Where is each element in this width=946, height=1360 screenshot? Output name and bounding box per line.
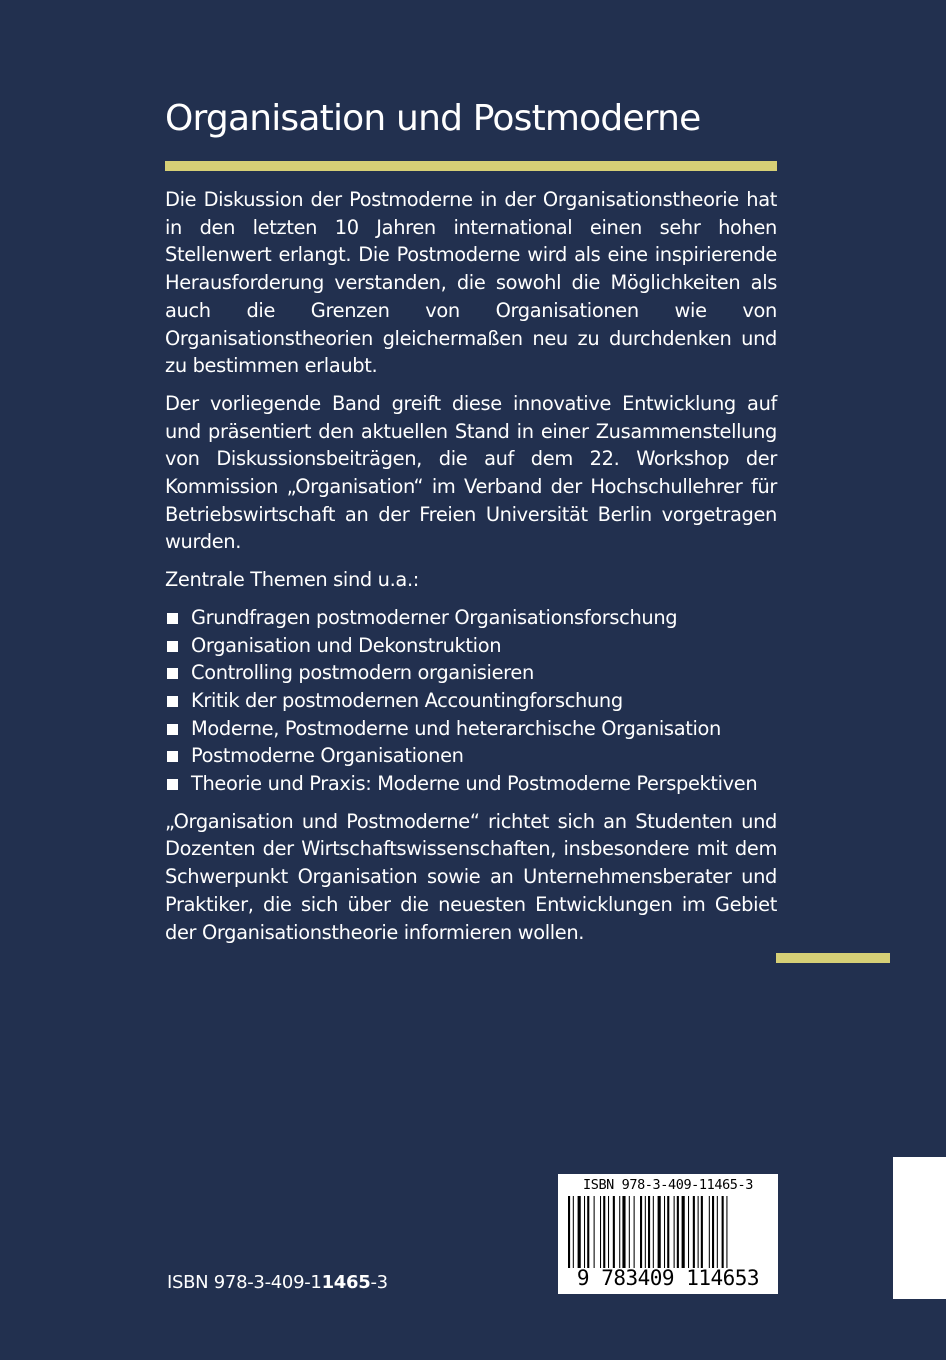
isbn-prefix: ISBN 978-3-409-1	[167, 1272, 322, 1293]
topic-item	[165, 604, 777, 632]
square-bullet-icon	[167, 751, 178, 762]
square-bullet-icon	[167, 668, 178, 679]
barcode-bar	[594, 1196, 595, 1268]
barcode-bar	[726, 1196, 727, 1268]
barcode-bar	[709, 1196, 710, 1268]
topic-label: Organisation und Dekonstruktion	[191, 633, 502, 657]
topic-item	[165, 632, 777, 660]
blurb-paragraph-1: Die Diskussion der Postmoderne in der Organisationstheorie hat in den letzten 10 Jahren international einen sehr hohen Stellenwert erlangt. Die Postmoderne wird als eine inspirierende Herausforderung verstanden, die sowohl die Möglichkeiten als auch die Grenzen von Organisationen wie von Organisationstheorien gleichermaßen neu zu durchdenken und zu bestimmen erlaubt.	[165, 188, 777, 378]
barcode-bar	[698, 1196, 699, 1268]
topic-label: Grundfragen postmoderner Organisationsforschung	[191, 605, 678, 629]
white-edge-block	[893, 1157, 946, 1299]
topic-label: Theorie und Praxis: Moderne und Postmoderne Perspektiven	[191, 772, 758, 796]
barcode-bar	[693, 1196, 695, 1268]
barcode-bar	[587, 1196, 589, 1268]
blurb-paragraph-2: Der vorliegende Band greift diese innovative Entwicklung auf und präsentiert den aktuellen Stand in einer Zusammenstellung von Diskussionsbeiträgen, die auf dem 22. Workshop der Kommission „Organisation“ im Verband der Hochschullehrer für Betriebswirtschaft an der Freien Universität Berlin vorgetragen wurden.	[165, 391, 777, 554]
barcode-bar	[712, 1196, 714, 1268]
barcode-bar	[634, 1196, 635, 1268]
barcode-bar	[653, 1196, 654, 1268]
barcode-bar	[717, 1196, 718, 1268]
barcode-bar	[622, 1196, 625, 1268]
topic-label: Postmoderne Organisationen	[191, 744, 464, 768]
square-bullet-icon	[167, 779, 178, 790]
topic-item	[165, 715, 777, 743]
square-bullet-icon	[167, 641, 178, 652]
barcode-bar	[600, 1196, 601, 1268]
accent-rule-bottom	[776, 953, 890, 963]
barcode-bar	[677, 1196, 679, 1268]
topic-item	[165, 687, 777, 715]
blurb-text	[165, 186, 777, 956]
barcode-bar	[619, 1196, 620, 1268]
barcode-bar	[584, 1196, 585, 1268]
barcode-bar	[674, 1196, 675, 1268]
topic-label: Controlling postmodern organisieren	[191, 661, 534, 685]
topic-item	[165, 659, 777, 687]
topic-label: Kritik der postmodernen Accountingforschung	[191, 688, 623, 712]
barcode-bar	[664, 1196, 665, 1268]
barcode-bar	[629, 1196, 630, 1268]
barcode-bar	[608, 1196, 609, 1268]
topic-label: Moderne, Postmoderne und heterarchische Organisation	[191, 716, 721, 740]
topic-item	[165, 742, 777, 770]
square-bullet-icon	[167, 724, 178, 735]
book-title: Organisation und Postmoderne	[165, 98, 701, 139]
barcode-bar	[667, 1196, 669, 1268]
barcode-bar	[682, 1196, 685, 1268]
barcode-bar	[701, 1196, 703, 1268]
isbn-suffix: -3	[370, 1272, 388, 1293]
barcode-bar	[640, 1196, 642, 1268]
barcode-bar	[722, 1196, 724, 1268]
barcode-isbn-text: ISBN 978-3-409-11465-3	[582, 1177, 753, 1193]
closing-paragraph: „Organisation und Postmoderne“ richtet sich an Studenten und Dozenten der Wirtschaftswissenschaften, insbesondere mit dem Schwerpunkt Organisation sowie an Unternehmensberater und Praktiker, die sich über die neuesten Entwicklungen im Gebiet der Organisationstheorie informieren wollen.	[165, 809, 777, 944]
isbn-label	[167, 1272, 388, 1293]
square-bullet-icon	[167, 696, 178, 707]
barcode-bar	[568, 1196, 570, 1268]
barcode-bar	[648, 1196, 650, 1268]
topics-intro: Zentrale Themen sind u.a.:	[165, 568, 419, 592]
barcode-bar	[603, 1196, 605, 1268]
accent-rule-top	[165, 161, 777, 171]
topic-item	[165, 770, 777, 798]
barcode-digits: 9 783409 114653	[576, 1266, 760, 1290]
barcode	[558, 1174, 778, 1294]
isbn-bold-part: 1465	[321, 1272, 371, 1293]
barcode-bar	[578, 1196, 581, 1268]
barcode-bar	[688, 1196, 689, 1268]
barcode-bar	[658, 1196, 661, 1268]
barcode-bars-icon	[568, 1196, 768, 1268]
square-bullet-icon	[167, 613, 178, 624]
topics-list	[165, 604, 777, 798]
barcode-bar	[573, 1196, 574, 1268]
barcode-bar	[613, 1196, 615, 1268]
barcode-bar	[645, 1196, 646, 1268]
